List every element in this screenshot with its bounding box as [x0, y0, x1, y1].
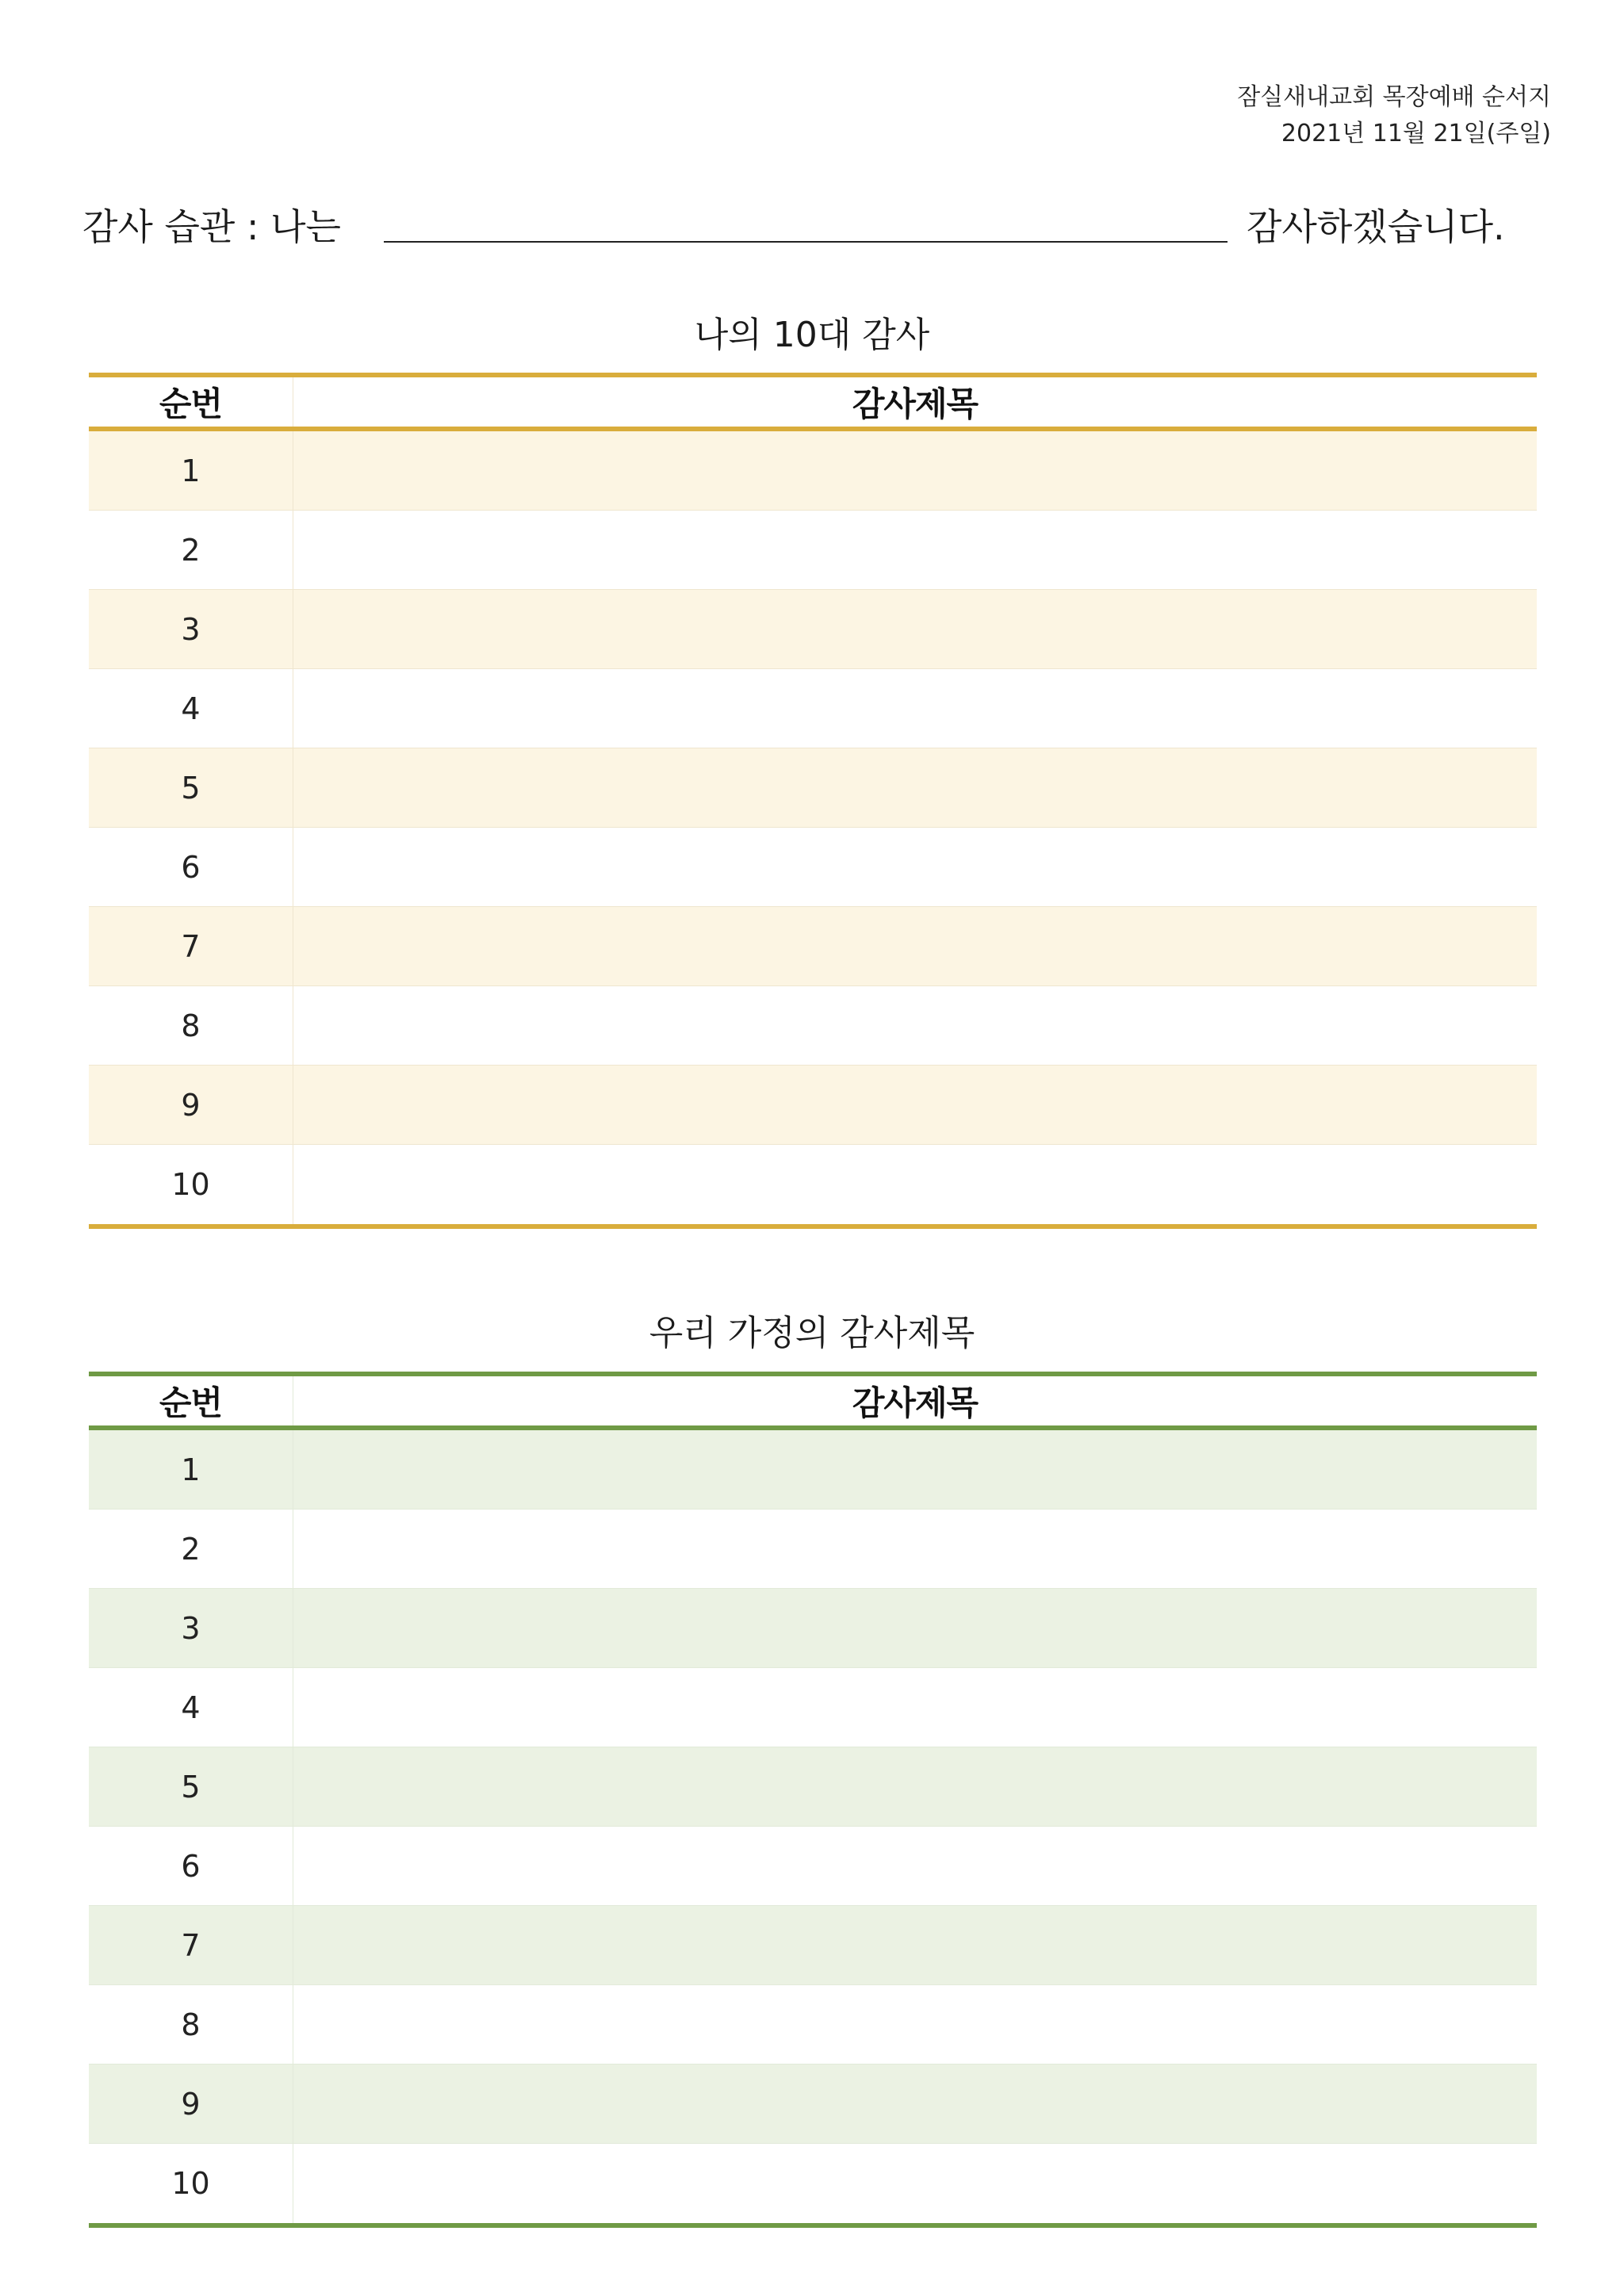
col-header-number: 순번 [89, 377, 293, 427]
table-row [89, 1066, 1537, 1145]
row-number-cell: 10 [89, 2144, 293, 2223]
table-row [89, 1827, 1537, 1906]
table-row [89, 1747, 1537, 1827]
table-row [89, 907, 1537, 986]
gratitude-entry-cell[interactable] [293, 1145, 1537, 1224]
gratitude-entry-cell[interactable] [293, 1510, 1537, 1588]
row-number-cell: 2 [89, 1510, 293, 1588]
row-number-cell: 4 [89, 1668, 293, 1747]
table1-title: 나의 10대 감사 [694, 315, 930, 355]
table-bottom-rule [89, 2223, 1537, 2228]
habit-label: 감사 습관 : 나는 [82, 205, 341, 248]
gratitude-entry-cell[interactable] [293, 1668, 1537, 1747]
table-row [89, 986, 1537, 1066]
table-row [89, 1985, 1537, 2064]
table-row [89, 590, 1537, 669]
table-bottom-rule [89, 1224, 1537, 1229]
church-service-title: 잠실새내교회 목장예배 순서지 [1237, 83, 1551, 111]
table-row [89, 1906, 1537, 1985]
gratitude-entry-cell[interactable] [293, 590, 1537, 668]
gratitude-entry-cell[interactable] [293, 1985, 1537, 2064]
gratitude-entry-cell[interactable] [293, 511, 1537, 589]
service-date: 2021년 11월 21일(주일) [1281, 120, 1551, 147]
table-row [89, 748, 1537, 828]
gratitude-entry-cell[interactable] [293, 1827, 1537, 1905]
gratitude-entry-cell[interactable] [293, 828, 1537, 906]
col-header-title: 감사제목 [852, 385, 979, 423]
gratitude-entry-cell[interactable] [293, 1430, 1537, 1509]
table-row [89, 828, 1537, 907]
gratitude-entry-cell[interactable] [293, 2144, 1537, 2223]
row-number-cell: 3 [89, 590, 293, 668]
table-header [89, 1372, 1537, 1430]
habit-ending: 감사하겠습니다. [1247, 205, 1505, 248]
table-row [89, 1510, 1537, 1589]
table-row [89, 1145, 1537, 1224]
row-number-cell: 9 [89, 1066, 293, 1144]
row-number-cell: 4 [89, 669, 293, 748]
col-header-title: 감사제목 [852, 1383, 979, 1422]
row-number-cell: 9 [89, 2064, 293, 2143]
gratitude-habit-line [82, 193, 1542, 251]
habit-blank-line[interactable] [384, 241, 1228, 243]
table-body [89, 1430, 1537, 2223]
table-row [89, 511, 1537, 590]
table-row [89, 1589, 1537, 1668]
table-header [89, 373, 1537, 431]
gratitude-entry-cell[interactable] [293, 1747, 1537, 1826]
gratitude-entry-cell[interactable] [293, 2064, 1537, 2143]
row-number-cell: 5 [89, 748, 293, 827]
table-family-gratitude [89, 1372, 1537, 2228]
gratitude-entry-cell[interactable] [293, 431, 1537, 510]
gratitude-entry-cell[interactable] [293, 1906, 1537, 1984]
row-number-cell: 6 [89, 1827, 293, 1905]
gratitude-entry-cell[interactable] [293, 669, 1537, 748]
table-row [89, 1668, 1537, 1747]
document-header [1237, 79, 1551, 152]
row-number-cell: 3 [89, 1589, 293, 1667]
gratitude-entry-cell[interactable] [293, 748, 1537, 827]
row-number-cell: 5 [89, 1747, 293, 1826]
row-number-cell: 8 [89, 1985, 293, 2064]
table-row [89, 431, 1537, 511]
row-number-cell: 1 [89, 1430, 293, 1509]
col-header-number: 순번 [89, 1376, 293, 1425]
table-body [89, 431, 1537, 1224]
gratitude-entry-cell[interactable] [293, 1589, 1537, 1667]
row-number-cell: 6 [89, 828, 293, 906]
table-row [89, 2144, 1537, 2223]
table-row [89, 669, 1537, 748]
row-number-cell: 10 [89, 1145, 293, 1224]
table-row [89, 1430, 1537, 1510]
table-my-top10-gratitude [89, 373, 1537, 1229]
row-number-cell: 7 [89, 907, 293, 985]
row-number-cell: 7 [89, 1906, 293, 1984]
row-number-cell: 2 [89, 511, 293, 589]
gratitude-entry-cell[interactable] [293, 986, 1537, 1065]
table2-title: 우리 가정의 감사제목 [649, 1313, 975, 1353]
gratitude-entry-cell[interactable] [293, 907, 1537, 985]
gratitude-entry-cell[interactable] [293, 1066, 1537, 1144]
row-number-cell: 8 [89, 986, 293, 1065]
table-row [89, 2064, 1537, 2144]
row-number-cell: 1 [89, 431, 293, 510]
